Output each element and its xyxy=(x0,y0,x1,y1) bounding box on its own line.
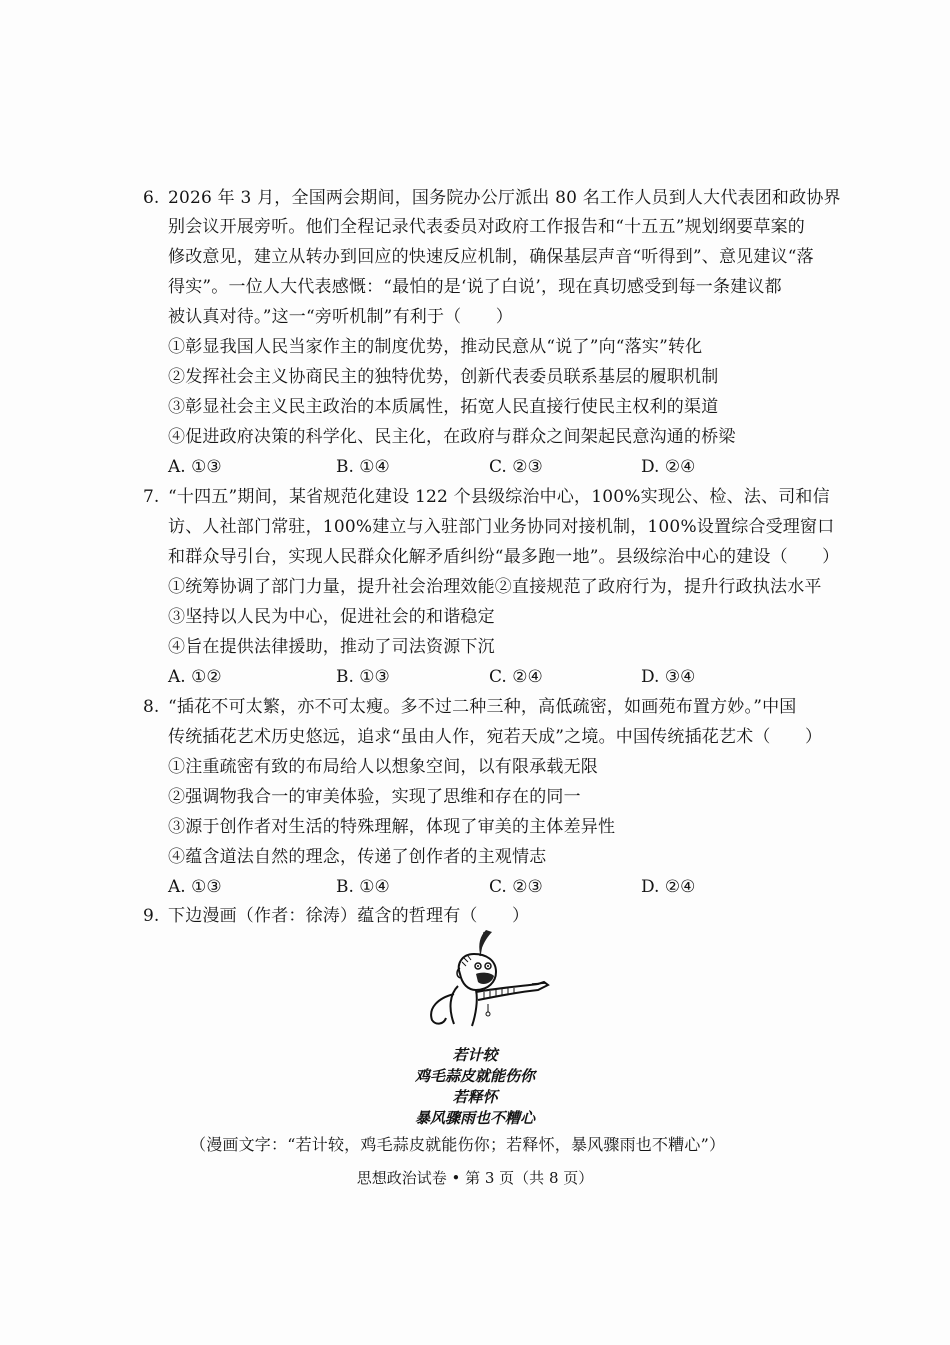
option-c[interactable]: C. ②③ xyxy=(489,877,543,897)
option-b[interactable]: B. ①③ xyxy=(336,667,390,687)
option-a[interactable]: A. ①③ xyxy=(168,877,222,897)
cartoon-illustration xyxy=(398,928,558,1028)
statement: ①彰显我国人民当家作主的制度优势，推动民意从“说了”向“落实”转化 xyxy=(168,337,703,357)
question-number: 7. xyxy=(143,487,160,507)
cartoon-text-line: 暴风骤雨也不糟心 xyxy=(414,1109,535,1127)
question-number: 9. xyxy=(143,906,160,926)
option-a[interactable]: A. ①② xyxy=(168,667,222,687)
statement: ①统筹协调了部门力量，提升社会治理效能②直接规范了政府行为，提升行政执法水平 xyxy=(168,577,822,597)
statement: ③彰显社会主义民主政治的本质属性，拓宽人民直接行使民主权利的渠道 xyxy=(168,397,719,417)
statement: ④促进政府决策的科学化、民主化，在政府与群众之间架起民意沟通的桥梁 xyxy=(168,427,736,447)
statement: ②强调物我合一的审美体验，实现了思维和存在的同一 xyxy=(168,787,581,807)
statement: ③坚持以人民为中心，促进社会的和谐稳定 xyxy=(168,607,495,627)
statement: ④蕴含道法自然的理念，传递了创作者的主观情志 xyxy=(168,847,547,867)
question-text-line: 得实”。一位人大代表感慨：“最怕的是‘说了白说’，现在真切感受到每一条建议都 xyxy=(168,277,782,297)
statement: ④旨在提供法律援助，推动了司法资源下沉 xyxy=(168,637,495,657)
cartoon-text-line: 若计较 xyxy=(452,1046,498,1064)
statement: ②发挥社会主义协商民主的独特优势，创新代表委员联系基层的履职机制 xyxy=(168,367,719,387)
option-d[interactable]: D. ②④ xyxy=(641,877,696,897)
question-text-line: 下边漫画（作者：徐涛）蕴含的哲理有（ ） xyxy=(168,906,530,926)
option-c[interactable]: C. ②④ xyxy=(489,667,543,687)
cartoon-text-line: 若释怀 xyxy=(452,1088,498,1106)
cartoon-caption: （漫画文字：“若计较，鸡毛蒜皮就能伤你；若释怀，暴风骤雨也不糟心”） xyxy=(190,1135,726,1154)
option-c[interactable]: C. ②③ xyxy=(489,457,543,477)
question-number: 6. xyxy=(143,188,160,208)
question-text-line: 别会议开展旁听。他们全程记录代表委员对政府工作报告和“十五五”规划纲要草案的 xyxy=(168,217,805,237)
question-text-line: 访、人社部门常驻，100%建立与入驻部门业务协同对接机制，100%设置综合受理窗口 xyxy=(168,517,835,537)
question-text-line: 被认真对待。”这一“旁听机制”有利于（ ） xyxy=(168,307,513,327)
option-d[interactable]: D. ③④ xyxy=(641,667,696,687)
statement: ③源于创作者对生活的特殊理解，体现了审美的主体差异性 xyxy=(168,817,616,837)
question-text-line: 和群众导引台，实现人民群众化解矛盾纠纷“最多跑一地”。县级综治中心的建设（ ） xyxy=(168,547,840,567)
question-text-line: “十四五”期间，某省规范化建设 122 个县级综治中心，100%实现公、检、法、司和信 xyxy=(168,487,830,507)
question-text-line: 修改意见，建立从转办到回应的快速反应机制，确保基层声音“听得到”、意见建议“落 xyxy=(168,247,814,267)
page-footer: 思想政治试卷 • 第 3 页（共 8 页） xyxy=(356,1169,594,1187)
question-text-line: 传统插花艺术历史悠远，追求“虽由人作，宛若天成”之境。中国传统插花艺术（ ） xyxy=(168,727,823,747)
option-b[interactable]: B. ①④ xyxy=(336,457,390,477)
question-text-line: 2026 年 3 月，全国两会期间，国务院办公厅派出 80 名工作人员到人大代表团和政协界 xyxy=(168,188,841,208)
cartoon-text-line: 鸡毛蒜皮就能伤你 xyxy=(414,1067,535,1085)
option-b[interactable]: B. ①④ xyxy=(336,877,390,897)
statement: ①注重疏密有致的布局给人以想象空间，以有限承载无限 xyxy=(168,757,598,777)
option-a[interactable]: A. ①③ xyxy=(168,457,222,477)
question-number: 8. xyxy=(143,697,160,717)
option-d[interactable]: D. ②④ xyxy=(641,457,696,477)
question-text-line: “插花不可太繁，亦不可太瘦。多不过二种三种，高低疏密，如画苑布置方妙。”中国 xyxy=(168,697,797,717)
